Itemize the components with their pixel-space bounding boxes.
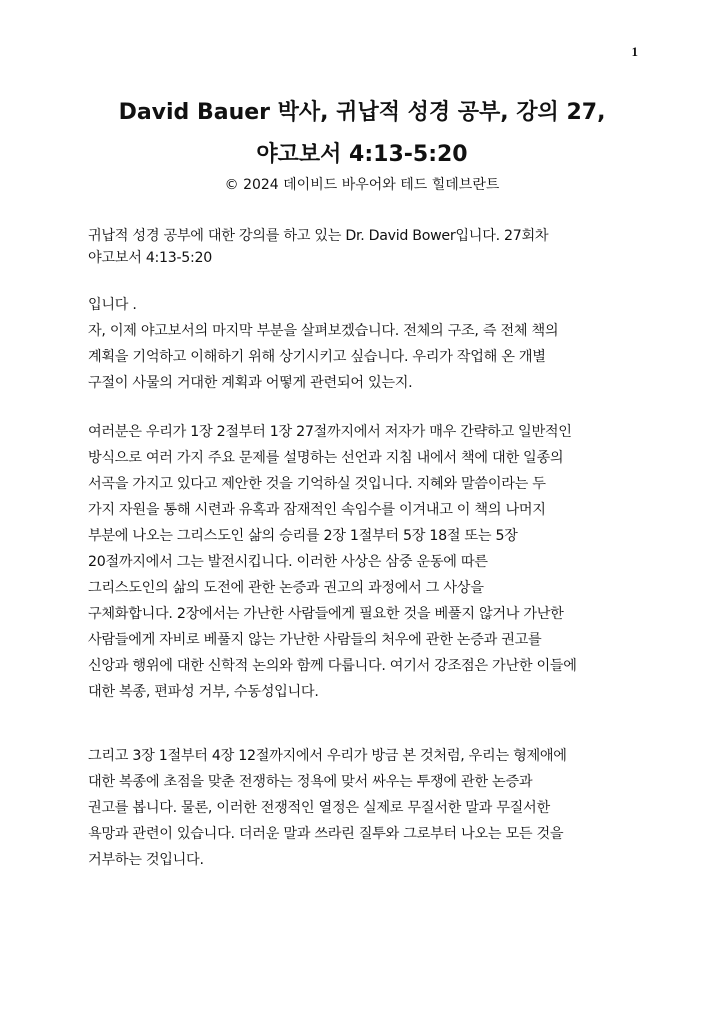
text-line: 그리고 3장 1절부터 4장 12절까지에서 우리가 방금 본 것처럼, 우리는 형제애에 bbox=[88, 748, 567, 764]
text-line: 대한 복종, 편파성 거부, 수동성입니다. bbox=[88, 684, 319, 700]
document-title bbox=[80, 92, 644, 176]
text-line: 20절까지에서 그는 발전시킵니다. 이러한 사상은 삼중 운동에 따른 bbox=[88, 554, 488, 570]
paragraph-2 bbox=[88, 292, 656, 396]
text-line: 대한 복종에 초점을 맞춘 전쟁하는 정욕에 맞서 싸우는 투쟁에 관한 논증과 bbox=[88, 774, 533, 790]
text-line: 권고를 봅니다. 물론, 이러한 전쟁적인 열정은 실제로 무질서한 말과 무질서한 bbox=[88, 800, 550, 816]
copyright-notice: © 2024 데이비드 바우어와 테드 힐데브란트 bbox=[224, 177, 500, 193]
text-line: 구절이 사물의 거대한 계획과 어떻게 관련되어 있는지. bbox=[88, 375, 413, 391]
text-line: 그리스도인의 삶의 도전에 관한 논증과 권고의 과정에서 그 사상을 bbox=[88, 580, 484, 596]
text-line: 신앙과 행위에 대한 신학적 논의와 함께 다룹니다. 여기서 강조점은 가난한 이들에 bbox=[88, 658, 577, 674]
text-line: 욕망과 관련이 있습니다. 더러운 말과 쓰라린 질투와 그로부터 나오는 모든 것을 bbox=[88, 826, 564, 842]
paragraph-3 bbox=[88, 419, 656, 705]
paragraph-4 bbox=[88, 743, 656, 873]
text-line: 가지 자원을 통해 시련과 유혹과 잠재적인 속임수를 이겨내고 이 책의 나머지 bbox=[88, 502, 546, 518]
text-line: 계획을 기억하고 이해하기 위해 상기시키고 싶습니다. 우리가 작업해 온 개별 bbox=[88, 349, 546, 365]
text-line: 거부하는 것입니다. bbox=[88, 852, 204, 868]
paragraph-intro bbox=[88, 225, 656, 269]
text-line: 구체화합니다. 2장에서는 가난한 사람들에게 필요한 것을 베풀지 않거나 가난한 bbox=[88, 606, 564, 622]
text-line: 부분에 나오는 그리스도인 삶의 승리를 2장 1절부터 5장 18절 또는 5장 bbox=[88, 528, 518, 544]
text-line: 서곡을 가지고 있다고 제안한 것을 기억하실 것입니다. 지혜와 말씀이라는 두 bbox=[88, 476, 546, 492]
text-line: 방식으로 여러 가지 주요 문제를 설명하는 선언과 지침 내에서 책에 대한 일종의 bbox=[88, 450, 564, 466]
text-line: 야고보서 4:13-5:20 bbox=[88, 250, 212, 266]
text-line: 여러분은 우리가 1장 2절부터 1장 27절까지에서 저자가 매우 간략하고 일반적인 bbox=[88, 424, 572, 440]
text-line: 자, 이제 야고보서의 마지막 부분을 살펴보겠습니다. 전체의 구조, 즉 전체 책의 bbox=[88, 323, 559, 339]
text-line: 귀납적 성경 공부에 대한 강의를 하고 있는 Dr. David Bower입니다. 27회차 bbox=[88, 228, 549, 244]
title-line-1: David Bauer 박사, 귀납적 성경 공부, 강의 27, bbox=[118, 100, 606, 125]
title-line-2: 야고보서 4:13-5:20 bbox=[256, 142, 468, 167]
text-line: 입니다 . bbox=[88, 297, 137, 313]
text-line: 사람들에게 자비로 베풀지 않는 가난한 사람들의 처우에 관한 논증과 권고를 bbox=[88, 632, 542, 648]
page-number: 1 bbox=[631, 44, 638, 59]
